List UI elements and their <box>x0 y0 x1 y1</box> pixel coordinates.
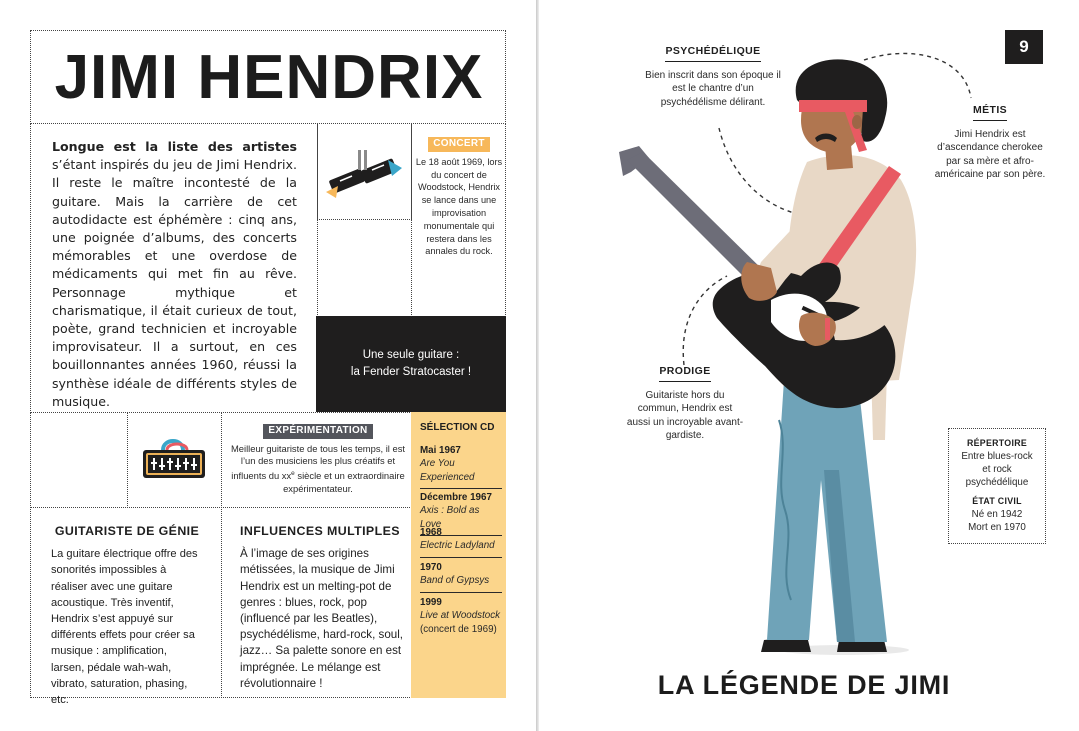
prodige-text: Guitariste hors du commun, Hendrix est aussi un incroyable avant-gardiste. <box>626 389 744 442</box>
experimentation-text-b: siècle et un extraordinaire expérimentateur. <box>283 469 405 494</box>
born-text: Né en 1942 <box>971 509 1023 520</box>
died-text: Mort en 1970 <box>968 522 1026 533</box>
right-page <box>539 0 1079 731</box>
page-number: 9 <box>1005 30 1043 64</box>
cd-entry <box>420 444 502 489</box>
guitar-cables-icon <box>322 146 406 200</box>
cd-year: 1970 <box>420 562 442 573</box>
metis-title: MÉTIS <box>973 104 1007 121</box>
guitar-quote-box <box>316 316 506 412</box>
cd-album: Electric Ladyland <box>420 540 495 552</box>
experimentation-tag: EXPÉRIMENTATION <box>263 424 372 439</box>
psychedelique-text: Bien inscrit dans son époque il est le chantre d’un psychédélisme délirant. <box>645 69 781 108</box>
small-empty-frame <box>30 412 128 508</box>
cd-year: Mai 1967 <box>420 445 461 456</box>
guitar-quote-line2: la Fender Stratocaster ! <box>350 366 472 378</box>
psychedelique-title: PSYCHÉDÉLIQUE <box>665 45 760 62</box>
concert-text: Le 18 août 1969, lors du concert de Woodstock, Hendrix se lance dans une improvisation monumentale qui restera dans les annales du rock. <box>415 156 503 257</box>
concert-tag: CONCERT <box>428 137 490 152</box>
cd-year: 1999 <box>420 597 442 608</box>
cd-album: Axis : Bold as Love <box>420 505 480 530</box>
cd-year: 1968 <box>420 527 442 538</box>
intro-paragraph <box>52 138 297 411</box>
experimentation-text-a: Meilleur guitariste de tous les temps, il est l’un des musiciens les plus créatifs et influents du xx <box>230 442 406 481</box>
repertoire-box <box>948 428 1046 544</box>
cd-entry <box>420 526 502 558</box>
metis-text: Jimi Hendrix est d’ascendance cherokee par sa mère et afro-américaine par son père. <box>934 128 1046 181</box>
empty-frame <box>317 219 412 317</box>
experimentation-superscript: e <box>291 469 295 477</box>
legend-title: LA LÉGENDE DE JIMI <box>657 670 951 700</box>
genie-heading: GUITARISTE DE GÉNIE <box>54 524 200 538</box>
amplifier-icon <box>141 436 207 482</box>
genie-text: La guitare électrique offre des sonorités impossibles à réaliser avec une guitare acoustique. Très inventif, Hendrix s’est appuyé sur différents effets pour créer sa musique : amplification, larsen, pédale wah-wah, vibrato, saturation, phasing, etc. <box>51 548 198 707</box>
etat-civil-label: ÉTAT CIVIL <box>972 496 1022 506</box>
cd-album: Band of Gypsys <box>420 575 490 587</box>
cd-extra: (concert de 1969) <box>420 623 497 635</box>
psychedelique-annotation <box>643 45 783 109</box>
prodige-title: PRODIGE <box>659 365 710 382</box>
cd-selection-title: SÉLECTION CD <box>420 422 495 433</box>
cd-album: Are You Experienced <box>420 458 475 483</box>
metis-annotation <box>934 104 1046 182</box>
cd-album: Live at Woodstock <box>420 610 501 622</box>
influences-text: À l’image de ses origines métissées, la musique de Jimi Hendrix est un melting-pot de genres : blues, rock, pop (influencé par les Beatles), psychédélisme, hard-rock, soul, jazz… Sa palette sonore en est imprégnée. Le mélange est révolutionnaire ! <box>240 547 404 690</box>
repertoire-value: Entre blues-rock et rock psychédélique <box>961 451 1033 488</box>
page-title: JIMI HENDRIX <box>54 42 484 112</box>
influences-box <box>240 523 404 692</box>
left-page <box>0 0 536 731</box>
intro-text: s’étant inspirés du jeu de Jimi Hendrix. Il reste le maître incontesté de la guitare. Mais la carrière de cet autodidacte est éphémère : cinq ans, une poignée d’albums, des concerts mémorables et une overdose de médicaments qui met fin au rêve. Personnage mythique et charismatique, il était curieux de tout, poète, grand technicien et incroyable improvisateur. Il a surtout, en ces bouillonnantes années 1960, réussi la synthèse idéale de différents styles de musique. <box>52 157 297 409</box>
cd-entry <box>420 596 502 640</box>
cd-selection <box>411 412 506 698</box>
guitar-quote-line1: Une seule guitare : <box>362 349 460 361</box>
concert-box <box>415 137 503 258</box>
prodige-annotation <box>625 365 745 443</box>
experimentation-text <box>228 443 408 496</box>
repertoire-label: RÉPERTOIRE <box>966 438 1028 448</box>
cd-entry <box>420 561 502 593</box>
genie-box <box>51 523 203 708</box>
influences-heading: INFLUENCES MULTIPLES <box>240 524 400 538</box>
experimentation-box <box>228 424 408 495</box>
intro-lead: Longue est la liste des artistes <box>52 139 297 154</box>
cd-year: Décembre 1967 <box>420 492 492 503</box>
